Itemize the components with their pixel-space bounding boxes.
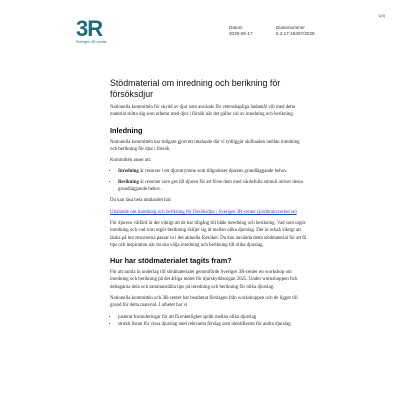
- list-item: • strukit listan för vissa djurslag med relevanta förslag som identifierats för andra djurslag: [118, 321, 307, 328]
- list-item: [118, 179, 307, 194]
- registration-number-value: 5.2.17-18467/2026: [276, 31, 315, 36]
- registration-number-label: Diarienummer: [276, 25, 305, 30]
- definition-term: Inredning: [118, 169, 139, 175]
- list-item: • justerat formuleringar för att få enhetlighet språk mellan olika djurslag: [118, 314, 307, 321]
- definition-term: Berikning: [118, 179, 139, 185]
- registration-number-block: [276, 25, 315, 37]
- paragraph: Kommittén anser att:: [110, 158, 152, 164]
- list-item: [118, 168, 307, 175]
- logo-subtitle: Sveriges 3R-center: [76, 40, 107, 44]
- definition-text: är resurser som ges till djuren för att förse dem med värdefulla stimuli utöver dessa grundläggande behov.: [118, 179, 303, 193]
- definition-text: är resurser i ett djurutrymme som tillgodoser djurens grundläggande behov.: [138, 169, 288, 175]
- section-heading-intro: Inledning: [110, 125, 143, 135]
- work-list: [110, 314, 307, 329]
- section-heading-method: Hur har stödmaterialet tagits fram?: [110, 256, 232, 266]
- link-paragraph: [110, 209, 307, 216]
- intro-paragraph: Nationella kommittén för skydd av djur som används för vetenskapliga ändamål vill med detta material stötta dig som arbetar med djur i försök när det gäller val av inredning och berikning.: [110, 105, 296, 118]
- paragraph: Nationella kommittén och 3R-center har bearbetat förslagen från workshoppen och de ligger till grund för detta material. I arbetet har vi: [110, 296, 298, 309]
- date-block: [229, 25, 253, 37]
- page-number: 1(4): [378, 14, 385, 18]
- date-value: 2026-06-17: [229, 31, 253, 36]
- paragraph: För djurens välfärd är det viktigt att de har tillgång till både inredning och berikning. Vad som utgör inredning och vad som utgör berikning skiljer sig åt mellan olika djurslag. Det är också viktigt att tänka på hur resurserna passar in i det aktuella försöket. Du kan använda detta stödmaterial för att få tips och inspiration när du ska välja inredning och berikning till olika djurslag.: [110, 220, 307, 248]
- date-label: Datum: [229, 25, 243, 30]
- document-title: Stödmaterial om inredning och berikning för försöksdjur: [110, 78, 281, 99]
- statement-link[interactable]: Uttalande om inredning och berikning för försöksdjur | Sveriges 3R-center (jordbruksverket.se): [110, 209, 297, 215]
- paragraph: För att samla in underlag till stödmaterialet genomförde Sveriges 3R-center en workshop om inredning och berikning på det årliga mötet för djurskyddsorgan 2025. Under workshoppen fick deltagarna dela och sammanställa tips på inredning och berikning för olika djurslag.: [110, 270, 298, 290]
- document-body: [110, 78, 307, 332]
- paragraph: Nationella kommittén har tidigare gjort ett uttalande där vi tydliggör skillnaden mellan inredning och berikning för djur i försök.: [110, 139, 300, 152]
- logo-mark: 3R: [76, 16, 103, 41]
- definition-list: [110, 168, 307, 193]
- organization-logo: [76, 18, 116, 45]
- paragraph: Du kan läsa hela uttalandet här:: [110, 198, 172, 204]
